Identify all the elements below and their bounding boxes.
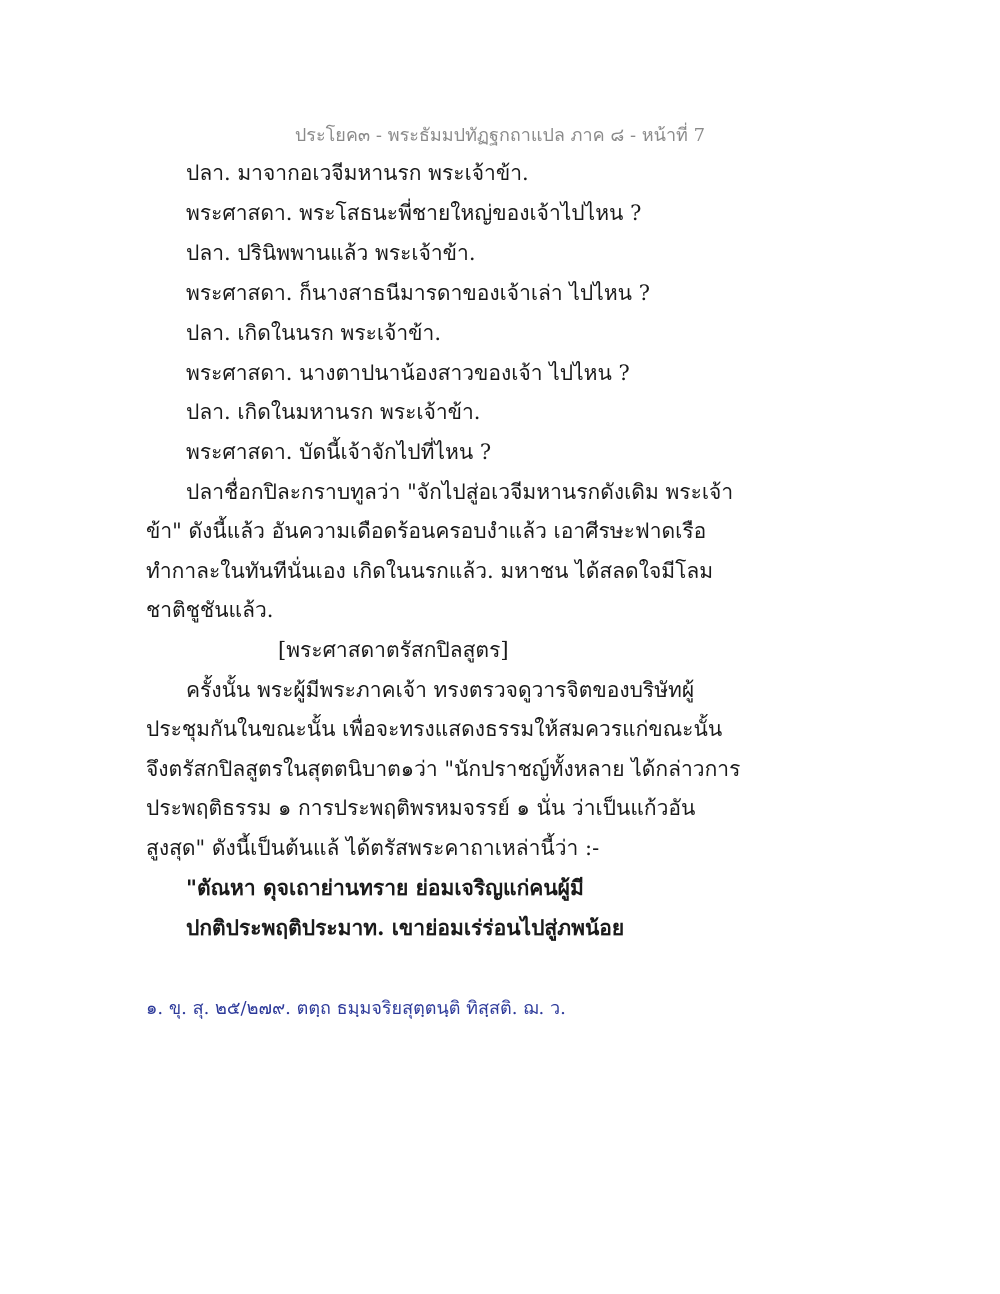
verse-line: ปกติประพฤติประมาท. เขาย่อมเร่ร่อนไปสู่ภพน้อย [186, 915, 625, 940]
paragraph-line: สูงสุด" ดังนี้เป็นต้นแล้ ได้ตรัสพระคาถาเหล่านี้ว่า :- [146, 836, 600, 860]
paragraph-line: ข้า" ดังนี้แล้ว อันความเดือดร้อนครอบงำแล้ว เอาศีรษะฟาดเรือ [146, 519, 707, 543]
paragraph-line: ทำกาละในทันทีนั่นเอง เกิดในนรกแล้ว. มหาชน ได้สลดใจมีโลม [146, 559, 714, 583]
paragraph-line: ชาติชูชันแล้ว. [146, 598, 274, 622]
paragraph-line: ปลาชื่อกปิละกราบทูลว่า "จักไปสู่อเวจีมหานรกดังเดิม พระเจ้า [186, 480, 734, 504]
dialogue-line: พระศาสดา. บัดนี้เจ้าจักไปที่ไหน ? [186, 440, 492, 464]
page-header: ประโยค๓ - พระธัมมปทัฏฐกถาแปล ภาค ๘ - หน้าที่ 7 [294, 125, 706, 146]
paragraph-line: ครั้งนั้น พระผู้มีพระภาคเจ้า ทรงตรวจดูวารจิตของบริษัทผู้ [186, 678, 695, 702]
dialogue-line: ปลา. เกิดในมหานรก พระเจ้าข้า. [186, 400, 481, 424]
paragraph-line: ประชุมกันในขณะนั้น เพื่อจะทรงแสดงธรรมให้สมควรแก่ขณะนั้น [146, 717, 723, 741]
dialogue-line: พระศาสดา. พระโสธนะพี่ชายใหญ่ของเจ้าไปไหน ? [186, 201, 642, 225]
dialogue-line: ปลา. ปรินิพพานแล้ว พระเจ้าข้า. [186, 241, 476, 265]
dialogue-line: ปลา. มาจากอเวจีมหานรก พระเจ้าข้า. [186, 161, 529, 185]
section-heading: [พระศาสดาตรัสกปิลสูตร] [278, 638, 509, 662]
verse-line: "ตัณหา ดุจเถาย่านทราย ย่อมเจริญแก่คนผู้มี [186, 875, 584, 900]
paragraph-line: ประพฤติธรรม ๑ การประพฤติพรหมจรรย์ ๑ นั่น ว่าเป็นแก้วอัน [146, 796, 696, 820]
dialogue-line: พระศาสดา. นางตาปนาน้องสาวของเจ้า ไปไหน ? [186, 361, 630, 385]
dialogue-line: พระศาสดา. ก็นางสาธนีมารดาของเจ้าเล่า ไปไหน ? [186, 281, 650, 305]
footnote: ๑. ขุ. สุ. ๒๕/๒๗๙. ตตฺถ ธมฺมจริยสุตฺตนฺติ ทิสฺสติ. ฌ. ว. [146, 998, 566, 1019]
dialogue-line: ปลา. เกิดในนรก พระเจ้าข้า. [186, 321, 442, 345]
paragraph-line: จึงตรัสกปิลสูตรในสุตตนิบาต๑ว่า "นักปราชญ์ทั้งหลาย ได้กล่าวการ [146, 757, 741, 781]
